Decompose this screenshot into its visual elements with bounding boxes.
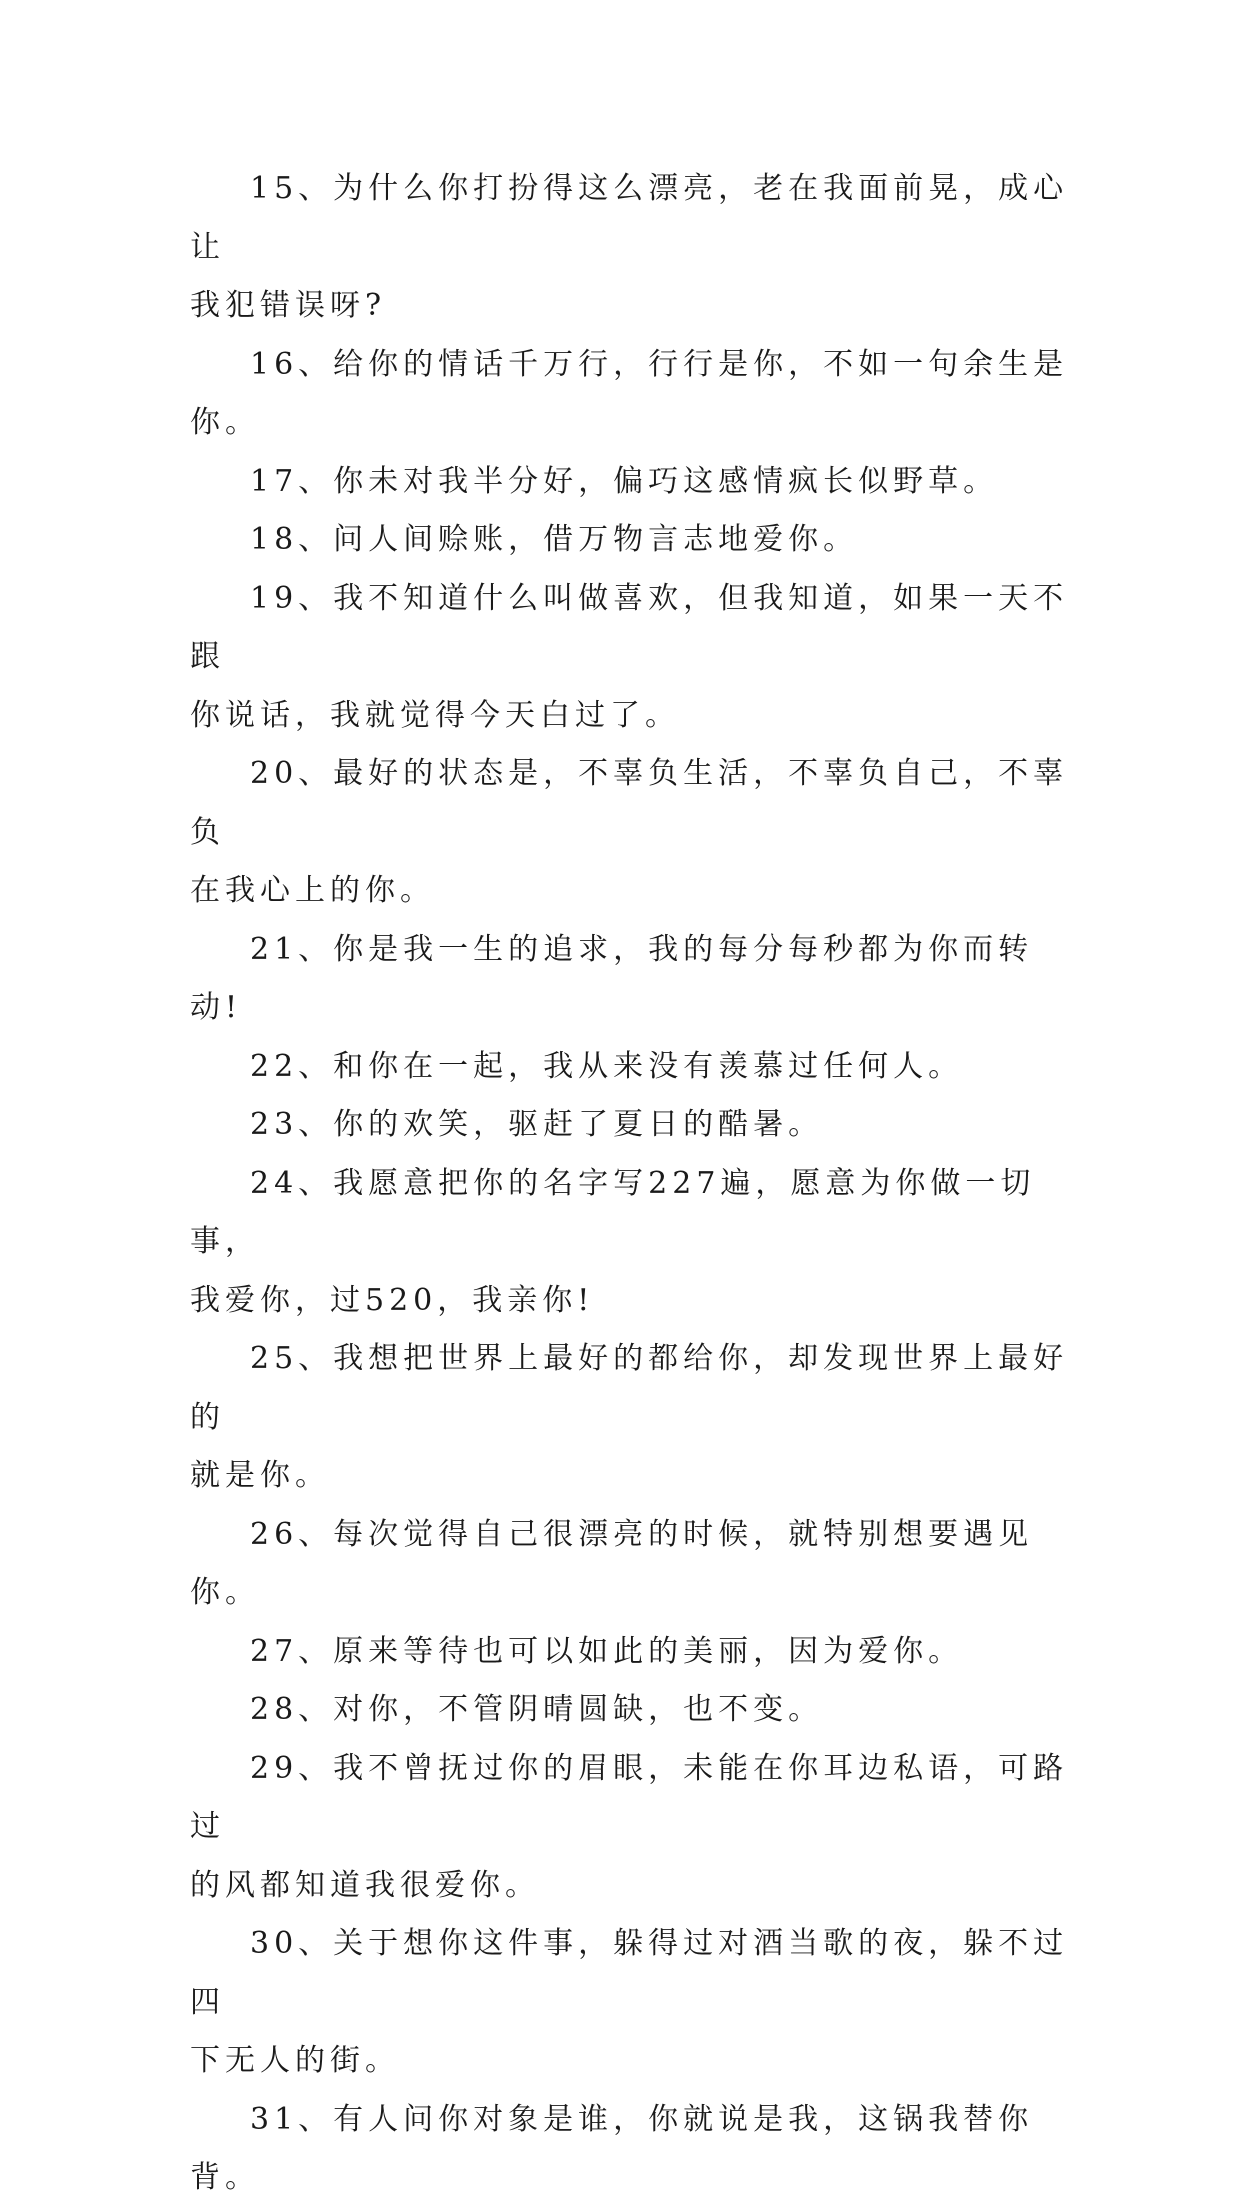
paragraph-24-line-2: 我爱你，过520，我亲你! xyxy=(190,1282,595,1318)
paragraph-24 xyxy=(190,1155,1070,1331)
paragraph-28 xyxy=(190,1681,1070,1740)
paragraph-26-line-1: 26、每次觉得自己很漂亮的时候，就特别想要遇见你。 xyxy=(190,1516,1034,1610)
paragraph-17-line-1: 17、你未对我半分好，偏巧这感情疯长似野草。 xyxy=(250,463,999,499)
paragraph-19 xyxy=(190,570,1070,746)
paragraph-19-line-2: 你说话，我就觉得今天白过了。 xyxy=(190,697,680,733)
paragraph-20 xyxy=(190,745,1070,921)
paragraph-20-line-2: 在我心上的你。 xyxy=(190,873,435,908)
paragraph-20-line-1: 20、最好的状态是，不辜负生活，不辜负自己，不辜负 xyxy=(190,756,1069,850)
paragraph-15 xyxy=(190,160,1070,336)
paragraph-28-line-1: 28、对你，不管阴晴圆缺，也不变。 xyxy=(250,1692,824,1727)
paragraph-25-line-1: 25、我想把世界上最好的都给你，却发现世界上最好的 xyxy=(190,1341,1069,1435)
paragraph-31 xyxy=(190,2091,1070,2208)
paragraph-31-line-1: 31、有人问你对象是谁，你就说是我，这锅我替你背。 xyxy=(190,2101,1034,2195)
paragraph-21-line-1: 21、你是我一生的追求，我的每分每秒都为你而转动! xyxy=(190,931,1034,1025)
paragraph-19-line-1: 19、我不知道什么叫做喜欢，但我知道，如果一天不跟 xyxy=(190,580,1069,674)
paragraph-27 xyxy=(190,1623,1070,1682)
paragraph-29 xyxy=(190,1740,1070,1916)
paragraph-22 xyxy=(190,1038,1070,1097)
paragraph-25 xyxy=(190,1330,1070,1506)
paragraph-30 xyxy=(190,1915,1070,2091)
paragraph-26 xyxy=(190,1506,1070,1623)
paragraph-29-line-2: 的风都知道我很爱你。 xyxy=(190,1867,540,1903)
paragraph-29-line-1: 29、我不曾抚过你的眉眼，未能在你耳边私语，可路过 xyxy=(190,1750,1069,1844)
paragraph-15-line-2: 我犯错误呀? xyxy=(190,288,387,323)
paragraph-18-line-1: 18、问人间赊账，借万物言志地爱你。 xyxy=(250,522,859,557)
paragraph-25-line-2: 就是你。 xyxy=(190,1458,330,1493)
paragraph-23 xyxy=(190,1096,1070,1155)
paragraph-16-line-1: 16、给你的情话千万行，行行是你，不如一句余生是你。 xyxy=(190,346,1069,440)
paragraph-16 xyxy=(190,336,1070,453)
paragraph-23-line-1: 23、你的欢笑，驱赶了夏日的酷暑。 xyxy=(250,1107,824,1142)
paragraph-27-line-1: 27、原来等待也可以如此的美丽，因为爱你。 xyxy=(250,1633,964,1669)
paragraph-15-line-1: 15、为什么你打扮得这么漂亮，老在我面前晃，成心让 xyxy=(190,171,1069,265)
paragraph-22-line-1: 22、和你在一起，我从来没有羡慕过任何人。 xyxy=(250,1048,964,1084)
paragraph-30-line-2: 下无人的街。 xyxy=(190,2043,400,2078)
document-body xyxy=(190,160,1070,2208)
paragraph-18 xyxy=(190,511,1070,570)
paragraph-24-line-1: 24、我愿意把你的名字写227遍，愿意为你做一切事， xyxy=(190,1165,1036,1259)
paragraph-17 xyxy=(190,453,1070,512)
paragraph-21 xyxy=(190,921,1070,1038)
paragraph-30-line-1: 30、关于想你这件事，躲得过对酒当歌的夜，躲不过四 xyxy=(190,1926,1069,2020)
